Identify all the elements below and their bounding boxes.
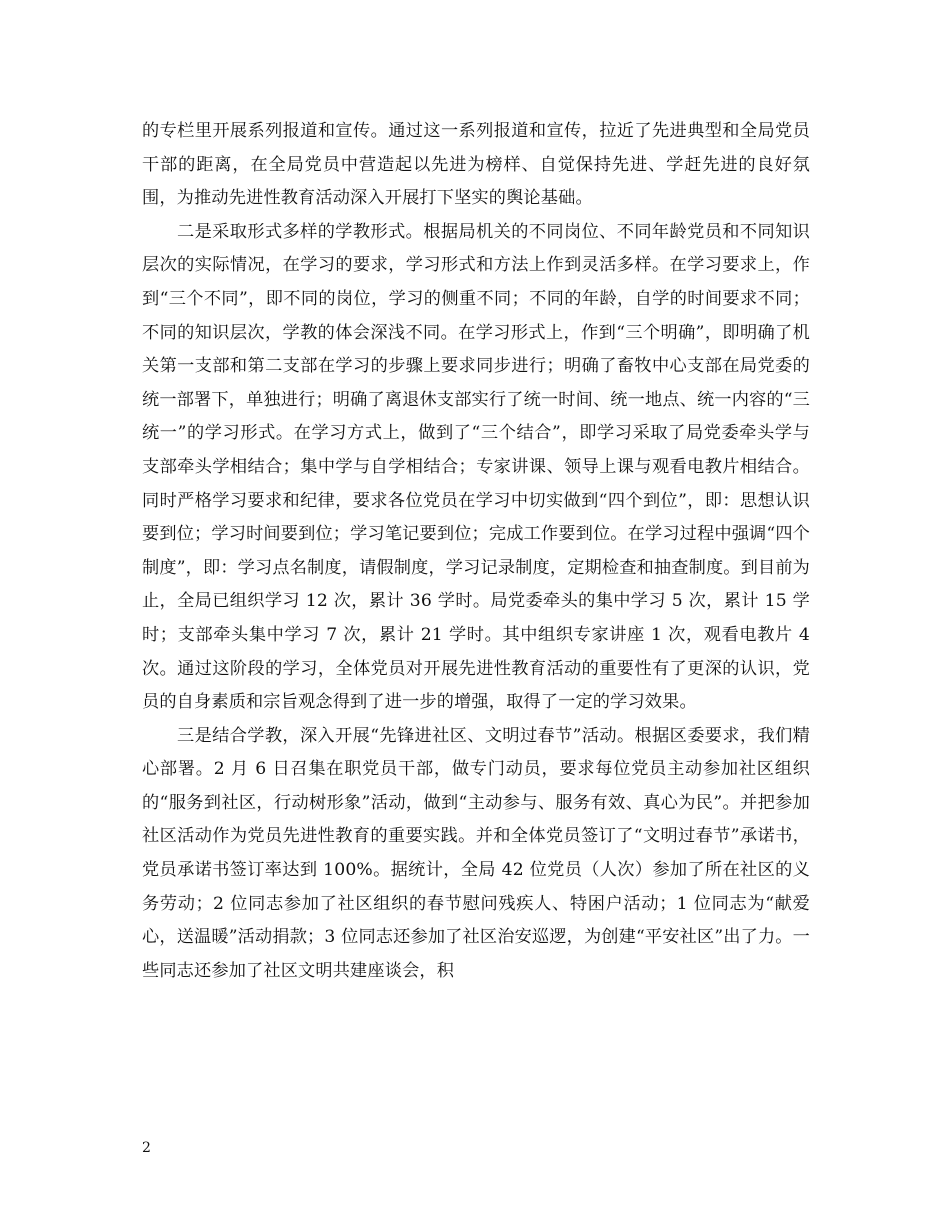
page-number: 2 <box>142 1140 151 1156</box>
paragraph-1: 的专栏里开展系列报道和宣传。通过这一系列报道和宣传，拉近了先进典型和全局党员干部的距离，在全局党员中营造起以先进为榜样、自觉保持先进、学赶先进的良好氛围，为推动先进性教育活动深入开展打下坚实的舆论基础。 <box>142 121 810 209</box>
body-text <box>142 115 810 988</box>
paragraph-2: 二是采取形式多样的学教形式。根据局机关的不同岗位、不同年龄党员和不同知识层次的实际情况，在学习的要求，学习形式和方法上作到灵活多样。在学习要求上，作到“三个不同”，即不同的岗位，学习的侧重不同；不同的年龄，自学的时间要求不同；不同的知识层次，学教的体会深浅不同。在学习形式上，作到“三个明确”，即明确了机关第一支部和第二支部在学习的步骤上要求同步进行；明确了畜牧中心支部在局党委的统一部署下，单独进行；明确了离退休支部实行了统一时间、统一地点、统一内容的“三统一”的学习形式。在学习方式上，做到了“三个结合”，即学习采取了局党委牵头学与支部牵头学相结合；集中学与自学相结合；专家讲课、领导上课与观看电教片相结合。同时严格学习要求和纪律，要求各位党员在学习中切实做到“四个到位”，即：思想认识要到位；学习时间要到位；学习笔记要到位；完成工作要到位。在学习过程中强调“四个制度”，即：学习点名制度，请假制度，学习记录制度，定期检查和抽查制度。到目前为止，全局已组织学习 12 次，累计 36 学时。局党委牵头的集中学习 5 次，累计 15 学时；支部牵头集中学习 7 次，累计 21 学时。其中组织专家讲座 1 次，观看电教片 4 次。通过这阶段的学习，全体党员对开展先进性教育活动的重要性有了更深的认识，党员的自身素质和宗旨观念得到了进一步的增强，取得了一定的学习效果。 <box>142 221 810 713</box>
paragraph-3: 三是结合学教，深入开展“先锋进社区、文明过春节”活动。根据区委要求，我们精心部署。2 月 6 日召集在职党员干部，做专门动员，要求每位党员主动参加社区组织的“服务到社区，行动树形象”活动，做到“主动参与、服务有效、真心为民”。并把参加社区活动作为党员先进性教育的重要实践。并和全体党员签订了“文明过春节”承诺书，党员承诺书签订率达到 100%。据统计，全局 42 位党员（人次）参加了所在社区的义务劳动；2 位同志参加了社区组织的春节慰问残疾人、特困户活动；1 位同志为“献爱心，送温暖”活动捐款；3 位同志还参加了社区治安巡逻，为创建“平安社区”出了力。一些同志还参加了社区文明共建座谈会，积 <box>142 725 810 981</box>
